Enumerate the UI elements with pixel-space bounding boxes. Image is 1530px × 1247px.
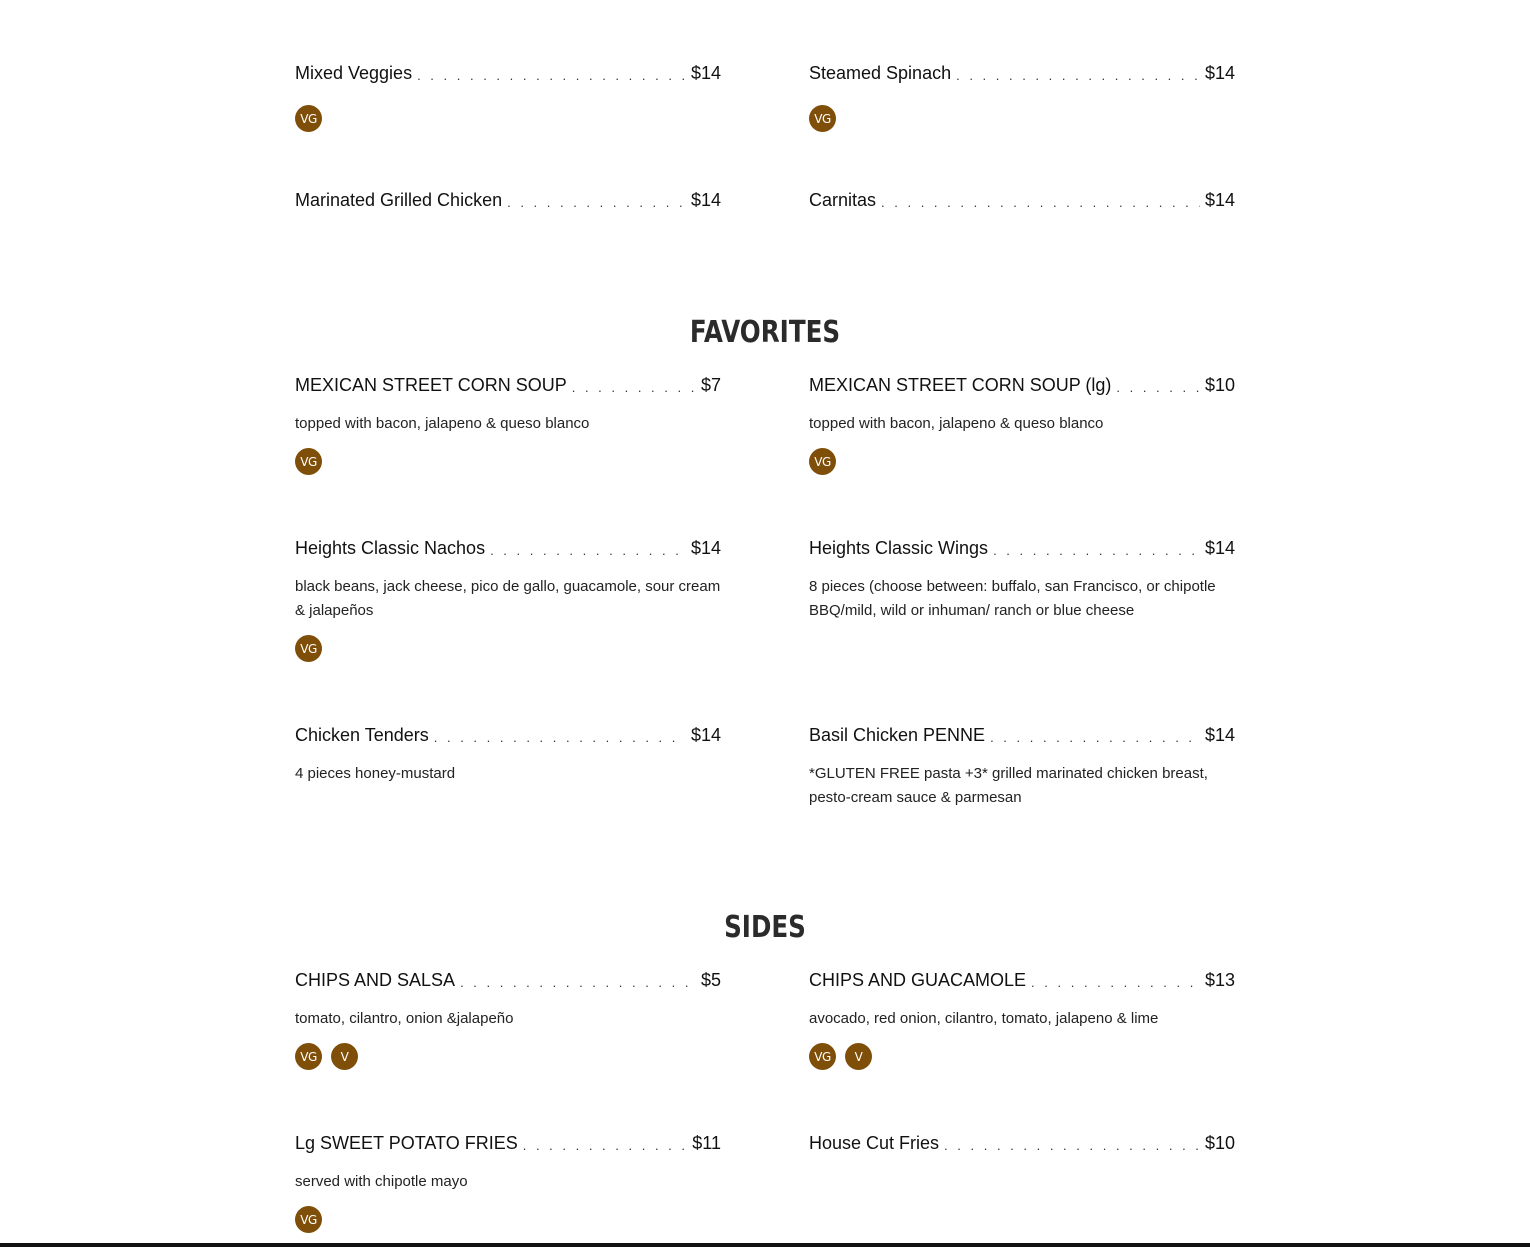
item-description: tomato, cilantro, onion &jalapeño	[295, 1010, 514, 1027]
dot-leader	[507, 189, 686, 211]
dot-leader	[460, 969, 696, 991]
menu-item	[295, 537, 721, 662]
item-price: $11	[692, 1133, 721, 1153]
item-name: Lg SWEET POTATO FRIES	[295, 1133, 518, 1153]
dot-leader	[572, 374, 696, 396]
menu-item	[809, 189, 1235, 211]
dot-leader	[944, 1132, 1200, 1154]
item-price: $14	[690, 538, 721, 558]
item-name: Heights Classic Wings	[809, 538, 989, 558]
item-description: avocado, red onion, cilantro, tomato, jalapeno & lime	[809, 1010, 1159, 1027]
vegetarian-badge-icon: VG	[809, 1043, 836, 1070]
section-title-sides: SIDES	[724, 910, 806, 945]
item-name: MEXICAN STREET CORN SOUP (lg)	[809, 375, 1112, 395]
item-name: House Cut Fries	[809, 1133, 940, 1153]
item-name: CHIPS AND SALSA	[295, 970, 456, 990]
item-name: Mixed Veggies	[295, 63, 413, 83]
vegan-badge-icon: V	[331, 1043, 358, 1070]
item-price: $14	[690, 63, 721, 83]
item-description: 4 pieces honey-mustard	[295, 765, 456, 782]
dot-leader	[434, 724, 686, 746]
item-name: MEXICAN STREET CORN SOUP	[295, 375, 567, 395]
vegetarian-badge-icon: VG	[295, 105, 322, 132]
dot-leader	[993, 537, 1200, 559]
item-description: topped with bacon, jalapeno & queso blanco	[295, 415, 590, 432]
menu-item	[809, 969, 1235, 1070]
menu-item	[809, 537, 1235, 623]
dot-leader	[956, 62, 1200, 84]
vegetarian-badge-icon: VG	[295, 1043, 322, 1070]
item-price: $14	[1204, 63, 1235, 83]
item-name: Steamed Spinach	[809, 63, 952, 83]
vegan-badge-icon: V	[845, 1043, 872, 1070]
item-price: $14	[1204, 725, 1235, 745]
item-description: topped with bacon, jalapeno & queso blanco	[809, 415, 1104, 432]
dot-leader	[881, 189, 1200, 211]
item-price: $14	[690, 725, 721, 745]
section-title-favorites: FAVORITES	[689, 315, 841, 350]
vegetarian-badge-icon: VG	[295, 1206, 322, 1233]
item-description: served with chipotle mayo	[295, 1173, 468, 1190]
vegetarian-badge-icon: VG	[809, 105, 836, 132]
item-name: CHIPS AND GUACAMOLE	[809, 970, 1027, 990]
vegetarian-badge-icon: VG	[295, 448, 322, 475]
menu-item	[809, 724, 1235, 810]
dot-leader	[417, 62, 686, 84]
item-price: $14	[1204, 190, 1235, 210]
dot-leader	[523, 1132, 688, 1154]
menu-item	[295, 62, 721, 132]
item-description: black beans, jack cheese, pico de gallo, guacamole, sour cream & jalapeños	[295, 578, 721, 619]
item-price: $10	[1204, 1133, 1235, 1153]
bottom-divider	[0, 1243, 1530, 1247]
item-name: Chicken Tenders	[295, 725, 429, 745]
menu-item	[295, 374, 721, 475]
menu-item	[295, 724, 721, 786]
menu-item	[295, 1132, 721, 1233]
dot-leader	[1031, 969, 1200, 991]
item-name: Basil Chicken PENNE	[809, 725, 986, 745]
item-name: Marinated Grilled Chicken	[295, 190, 503, 210]
menu-item	[809, 62, 1235, 132]
item-price: $5	[700, 970, 721, 990]
item-description: *GLUTEN FREE pasta +3* grilled marinated chicken breast, pesto-cream sauce & parmesan	[809, 765, 1208, 806]
item-price: $10	[1204, 375, 1235, 395]
menu-item	[295, 969, 721, 1070]
item-price: $14	[1204, 538, 1235, 558]
vegetarian-badge-icon: VG	[295, 635, 322, 662]
dot-leader	[490, 537, 686, 559]
menu-item	[809, 374, 1235, 475]
item-price: $7	[700, 375, 721, 395]
item-price: $14	[690, 190, 721, 210]
item-description: 8 pieces (choose between: buffalo, san Francisco, or chipotle BBQ/mild, wild or inhuman/ ranch or blue cheese	[809, 578, 1216, 619]
vegetarian-badge-icon: VG	[809, 448, 836, 475]
item-name: Carnitas	[809, 190, 877, 210]
menu-item	[809, 1132, 1235, 1154]
dot-leader	[1116, 374, 1200, 396]
dot-leader	[990, 724, 1200, 746]
menu-item	[295, 189, 721, 211]
item-name: Heights Classic Nachos	[295, 538, 486, 558]
item-price: $13	[1204, 970, 1235, 990]
